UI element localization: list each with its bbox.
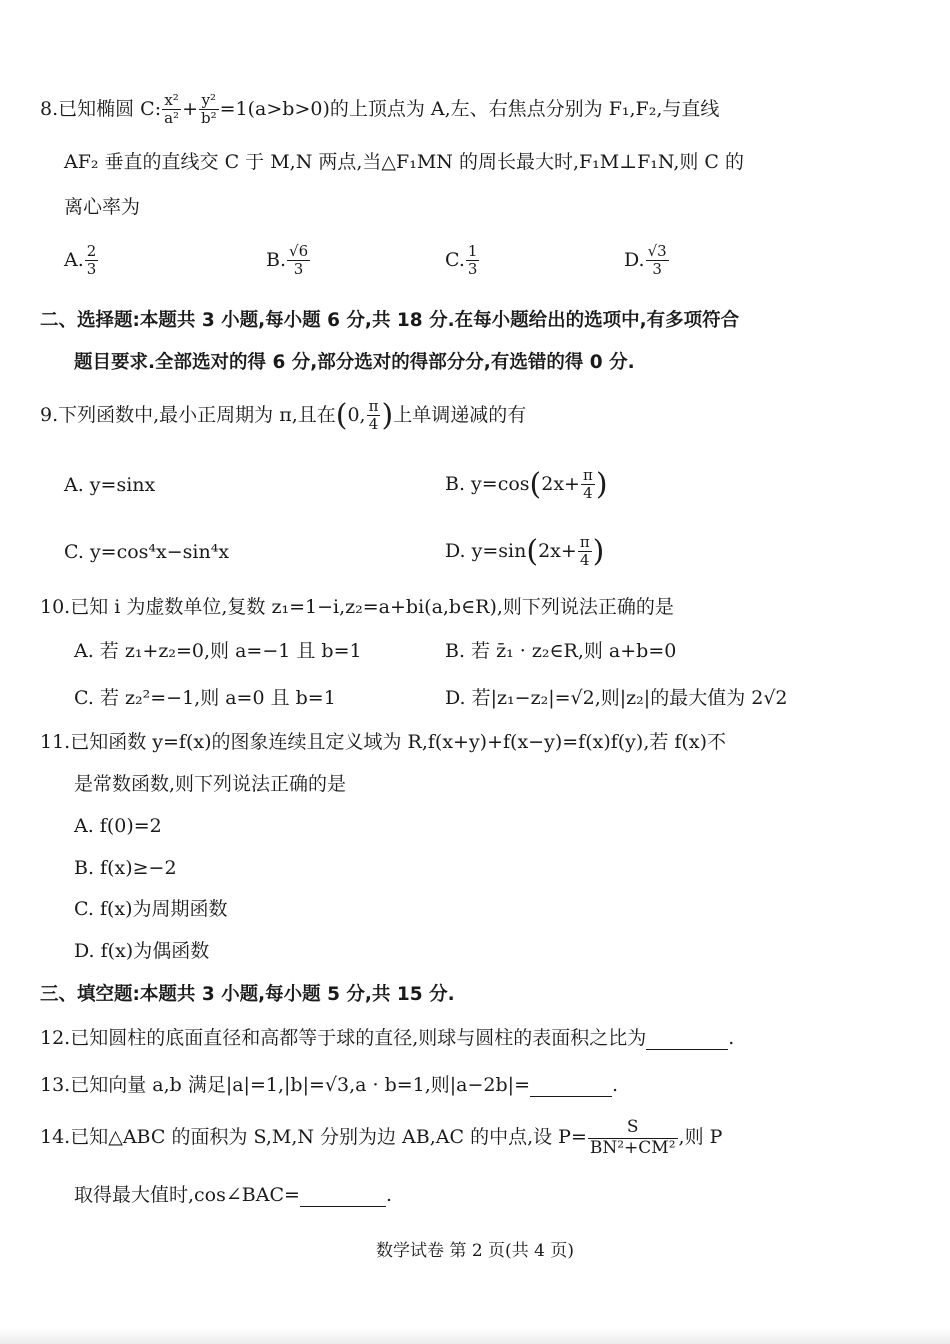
- q12-answer-blank[interactable]: [646, 1028, 728, 1050]
- q14-stem-cont: 取得最大值时,cos∠BAC= .: [74, 1184, 392, 1206]
- q8-line1: 8.已知椭圆 C: $\frac{\text{x²}}{\text{a²}}$ + $\frac{\text{y²}}{\text{b²}}$ =1(a>b>0)的上顶点为 A,左、右焦点分别为 F₁,F₂,与直线: [40, 91, 720, 128]
- q9-stem: 9.下列函数中,最小正周期为 π,且在(0, $\frac{\pi}{4}$ )上单调递减的有: [40, 397, 527, 434]
- q14-answer-blank[interactable]: [300, 1185, 386, 1207]
- section3-heading: 三、填空题:本题共 3 小题,每小题 5 分,共 15 分.: [40, 984, 455, 1005]
- q10-stem: 10.已知 i 为虚数单位,复数 z₁=1−i,z₂=a+bi(a,b∈R),则下列说法正确的是: [40, 596, 674, 618]
- q9-option-d: D. y=sin(2x+ $\frac{\pi}{4}$ ): [445, 533, 605, 570]
- q8-frac-x: $\frac{\text{x²}}{\text{a²}}$: [164, 91, 180, 128]
- q8-option-b: B. $\frac{√6}{3}$: [266, 242, 309, 279]
- q8-option-c: C. $\frac{1}{3}$: [445, 242, 478, 279]
- q8-option-d: D. $\frac{√3}{3}$: [624, 242, 667, 279]
- q11-option-b: B. f(x)≥−2: [74, 857, 177, 879]
- q9-option-a: A. y=sinx: [64, 474, 156, 496]
- q11-stem: 11.已知函数 y=f(x)的图象连续且定义域为 R,f(x+y)+f(x−y)=f(x)f(y),若 f(x)不: [40, 731, 726, 753]
- q8-suffix: =1(a>b>0)的上顶点为 A,左、右焦点分别为 F₁,F₂,与直线: [219, 97, 720, 120]
- q11-option-a: A. f(0)=2: [74, 815, 162, 837]
- q14-frac: $\frac{S}{\text{BN²+CM²}}$: [589, 1117, 676, 1158]
- section2-heading-cont: 题目要求.全部选对的得 6 分,部分选对的得部分分,有选错的得 0 分.: [74, 352, 635, 373]
- scan-bottom-shadow: [0, 1328, 950, 1344]
- q11-stem-cont: 是常数函数,则下列说法正确的是: [74, 773, 347, 795]
- q11-option-d: D. f(x)为偶函数: [74, 940, 210, 962]
- q8-option-a: A. $\frac{2}{3}$: [64, 242, 97, 279]
- q8-line3: 离心率为: [64, 196, 141, 218]
- q8-frac-y: $\frac{\text{y²}}{\text{b²}}$: [201, 91, 217, 128]
- q14-stem: 14.已知△ABC 的面积为 S,M,N 分别为边 AB,AC 的中点,设 P= $\frac{S}{\text{BN²+CM²}}$ ,则 P: [40, 1117, 723, 1158]
- q10-option-a: A. 若 z₁+z₂=0,则 a=−1 且 b=1: [74, 640, 362, 662]
- q10-option-b: B. 若 z̄₁ · z₂∈R,则 a+b=0: [445, 640, 677, 662]
- q12-stem: 12.已知圆柱的底面直径和高都等于球的直径,则球与圆柱的表面积之比为 .: [40, 1027, 735, 1049]
- q10-option-d: D. 若|z₁−z₂|=√2,则|z₂|的最大值为 2√2: [445, 687, 788, 709]
- q9-option-c: C. y=cos⁴x−sin⁴x: [64, 541, 230, 563]
- q11-option-c: C. f(x)为周期函数: [74, 898, 228, 920]
- q8-prefix: 8.已知椭圆 C:: [40, 97, 162, 120]
- q13-stem: 13.已知向量 a,b 满足|a|=1,|b|=√3,a · b=1,则|a−2b|= .: [40, 1074, 619, 1096]
- page-footer: 数学试卷 第 2 页(共 4 页): [376, 1241, 574, 1261]
- section2-heading: 二、选择题:本题共 3 小题,每小题 6 分,共 18 分.在每小题给出的选项中,有多项符合: [40, 310, 740, 331]
- q10-option-c: C. 若 z₂²=−1,则 a=0 且 b=1: [74, 687, 336, 709]
- q8-line2: AF₂ 垂直的直线交 C 于 M,N 两点,当△F₁MN 的周长最大时,F₁M⊥F₁N,则 C 的: [64, 151, 744, 173]
- q13-answer-blank[interactable]: [530, 1075, 612, 1097]
- q9-option-b: B. y=cos(2x+ $\frac{\pi}{4}$ ): [445, 466, 608, 503]
